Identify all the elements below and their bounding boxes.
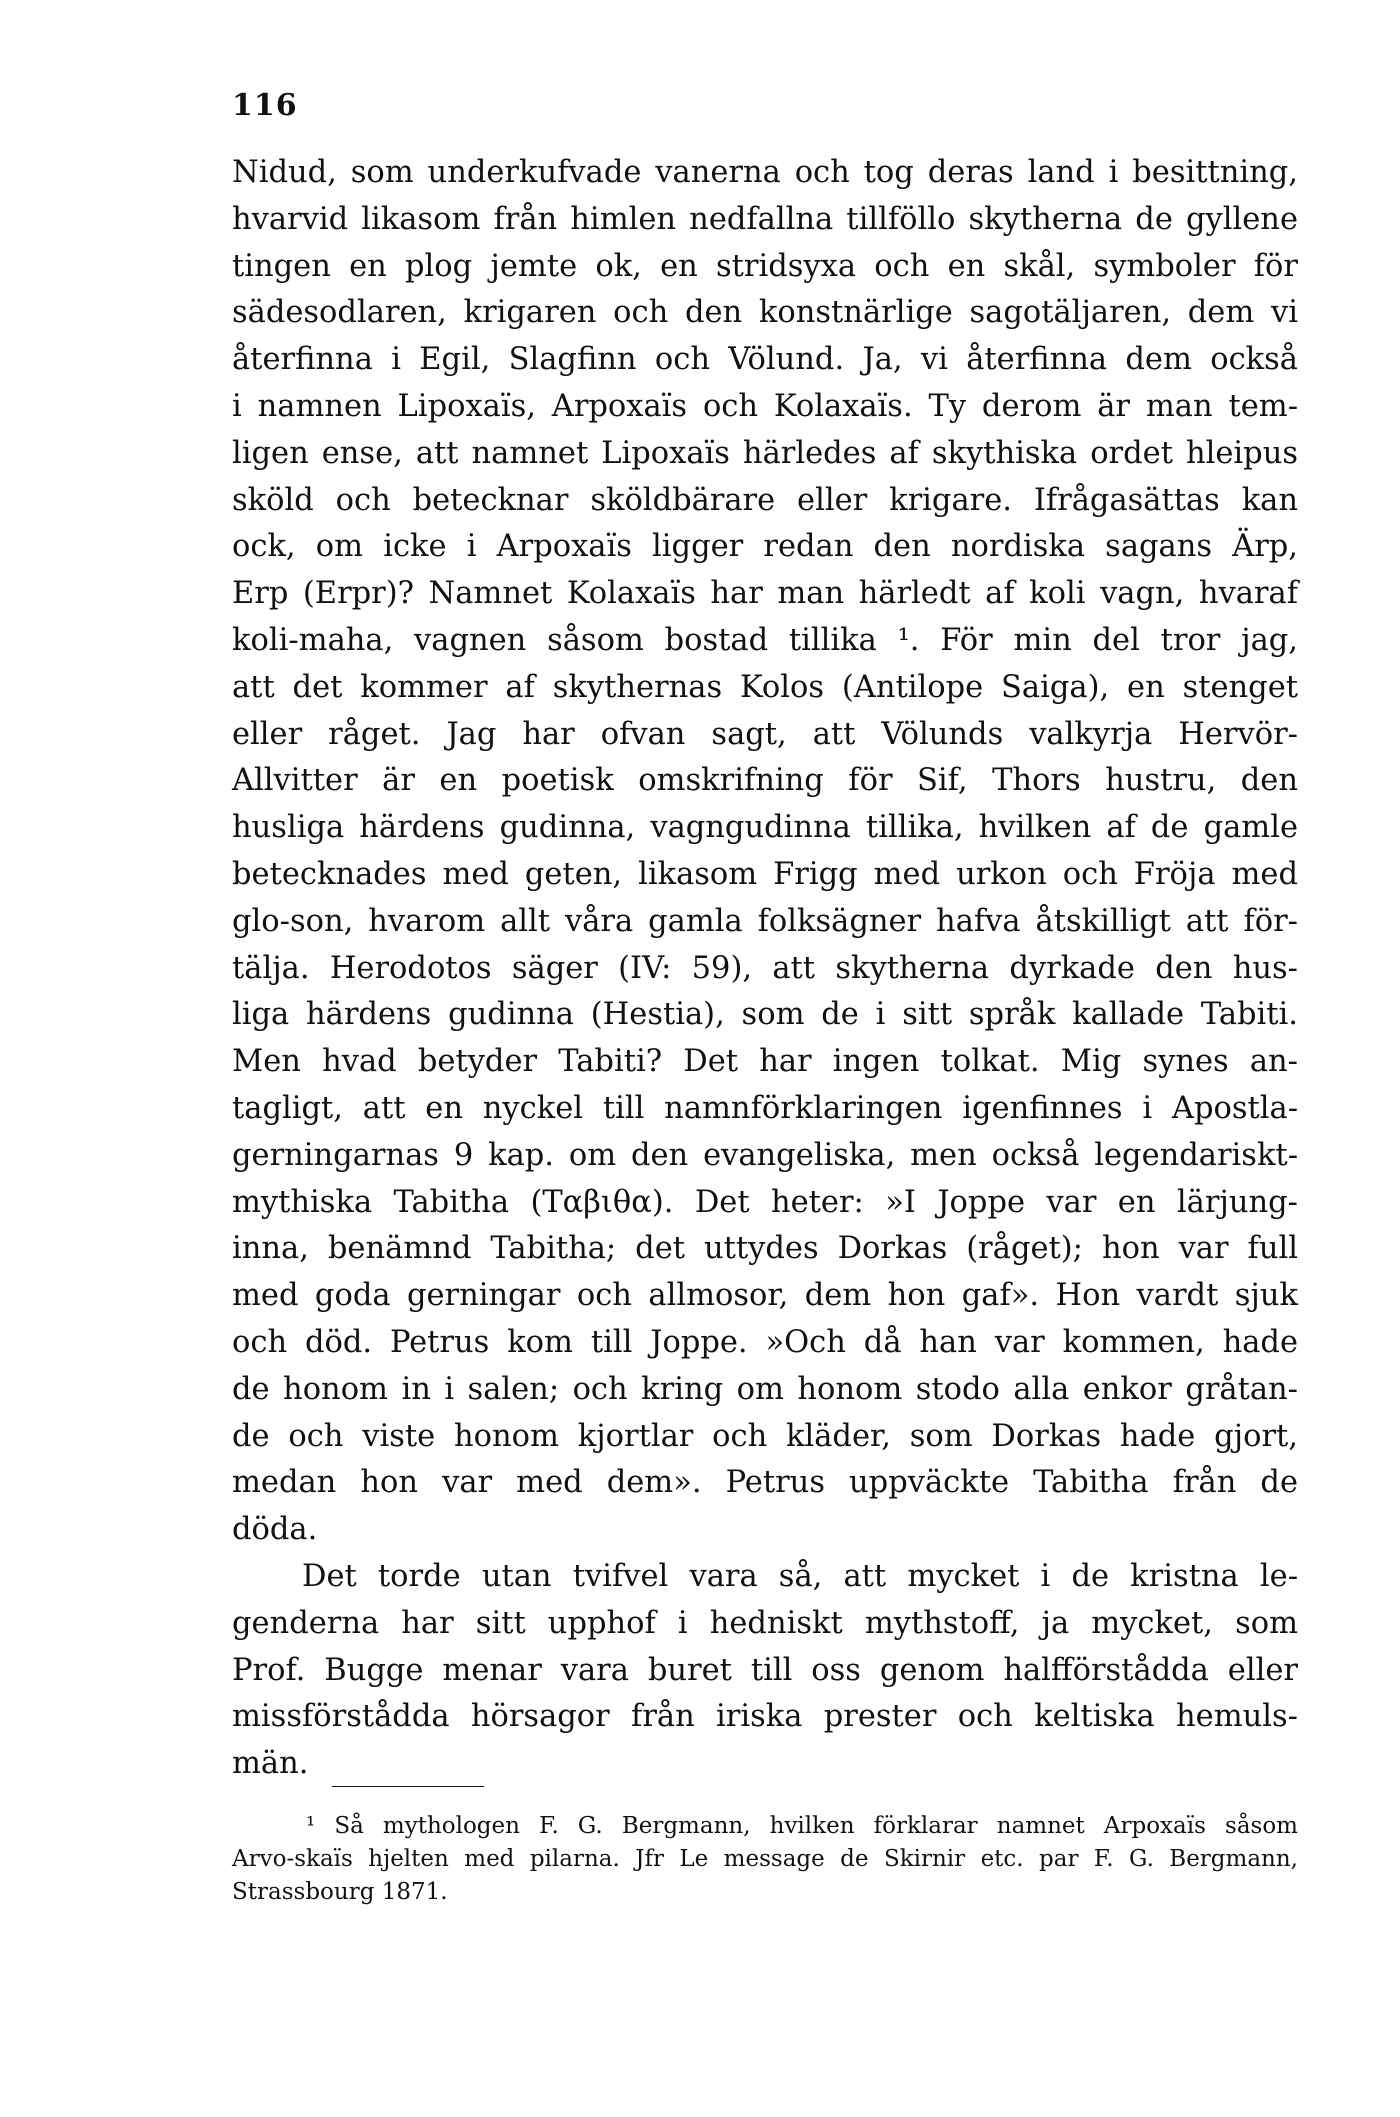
text-line: att det kommer af skythernas Kolos (Antilope Saiga), en stenget xyxy=(232,669,1298,705)
text-line: män. xyxy=(232,1746,309,1782)
text-line: i namnen Lipoxaïs, Arpoxaïs och Kolaxaïs. Ty derom är man tem- xyxy=(232,388,1298,424)
text-line: genderna har sitt upphof i hedniskt mythstoff, ja mycket, som xyxy=(232,1605,1298,1641)
text-line: inna, benämnd Tabitha; det uttydes Dorkas (råget); hon var full xyxy=(232,1231,1298,1267)
footnotes xyxy=(232,1810,1298,1909)
text-line: Prof. Bugge menar vara buret till oss genom halfförstådda eller xyxy=(232,1652,1298,1688)
text-line: Nidud, som underkufvade vanerna och tog deras land i besittning, xyxy=(232,155,1298,190)
text-line: medan hon var med dem». Petrus uppväckte Tabitha från de xyxy=(232,1465,1298,1501)
text-line: och död. Petrus kom till Joppe. »Och då han var kommen, hade xyxy=(232,1324,1298,1360)
page-number: 116 xyxy=(232,88,298,123)
text-line: ock, om icke i Arpoxaïs ligger redan den nordiska sagans Ärp, xyxy=(232,529,1298,565)
text-line: Men hvad betyder Tabiti? Det har ingen tolkat. Mig synes an- xyxy=(232,1044,1298,1080)
text-line: återfinna i Egil, Slagfinn och Völund. Ja, vi återfinna dem också xyxy=(232,342,1298,378)
text-line: mythiska Tabitha (Ταβιθα). Det heter: »I Joppe var en lärjung- xyxy=(232,1184,1298,1220)
text-line: sädesodlaren, krigaren och den konstnärlige sagotäljaren, dem vi xyxy=(232,295,1298,331)
main-text xyxy=(232,150,1298,1788)
text-line: husliga härdens gudinna, vagngudinna tillika, hvilken af de gamle xyxy=(232,810,1298,846)
text-line: Allvitter är en poetisk omskrifning för Sif, Thors hustru, den xyxy=(232,763,1298,799)
footnote-line: Arvo-skaïs hjelten med pilarna. Jfr Le message de Skirnir etc. par F. G. Bergmann, xyxy=(232,1846,1298,1872)
text-line: Erp (Erpr)? Namnet Kolaxaïs har man härledt af koli vagn, hvaraf xyxy=(232,576,1298,612)
paragraph-1 xyxy=(232,150,1298,1554)
text-line: tagligt, att en nyckel till namnförklaringen igenfinnes i Apostla- xyxy=(232,1090,1298,1126)
footnote-divider xyxy=(332,1786,484,1787)
text-line: ligen ense, att namnet Lipoxaïs härledes af skythiska ordet hleipus xyxy=(232,435,1298,471)
text-line: döda. xyxy=(232,1512,318,1548)
text-line: Det torde utan tvifvel vara så, att mycket i de kristna le- xyxy=(302,1558,1298,1594)
footnote-line: ¹ Så mythologen F. G. Bergmann, hvilken förklarar namnet Arpoxaïs såsom xyxy=(306,1813,1298,1839)
text-line: liga härdens gudinna (Hestia), som de i sitt språk kallade Tabiti. xyxy=(232,997,1298,1033)
text-line: glo-son, hvarom allt våra gamla folksägner hafva åtskilligt att för- xyxy=(232,903,1298,939)
text-line: eller råget. Jag har ofvan sagt, att Völunds valkyrja Hervör- xyxy=(232,716,1298,752)
text-line: tingen en plog jemte ok, en stridsyxa och en skål, symboler för xyxy=(232,248,1298,284)
footnote-line: Strassbourg 1871. xyxy=(232,1879,448,1905)
text-line: med goda gerningar och allmosor, dem hon gaf». Hon vardt sjuk xyxy=(232,1278,1298,1314)
text-line: tälja. Herodotos säger (IV: 59), att skytherna dyrkade den hus- xyxy=(232,950,1298,986)
text-line: missförstådda hörsagor från iriska prester och keltiska hemuls- xyxy=(232,1699,1298,1735)
text-line: de och viste honom kjortlar och kläder, som Dorkas hade gjort, xyxy=(232,1418,1298,1454)
text-line: hvarvid likasom från himlen nedfallna tillföllo skytherna de gyllene xyxy=(232,201,1298,237)
text-line: gerningarnas 9 kap. om den evangeliska, men också legendariskt- xyxy=(232,1137,1298,1173)
text-line: de honom in i salen; och kring om honom stodo alla enkor gråtan- xyxy=(232,1371,1298,1407)
text-line: betecknades med geten, likasom Frigg med urkon och Fröja med xyxy=(232,856,1298,892)
paragraph-2 xyxy=(232,1554,1298,1788)
text-line: sköld och betecknar sköldbärare eller krigare. Ifrågasättas kan xyxy=(232,482,1298,518)
text-line: koli-maha, vagnen såsom bostad tillika ¹. För min del tror jag, xyxy=(232,622,1298,658)
